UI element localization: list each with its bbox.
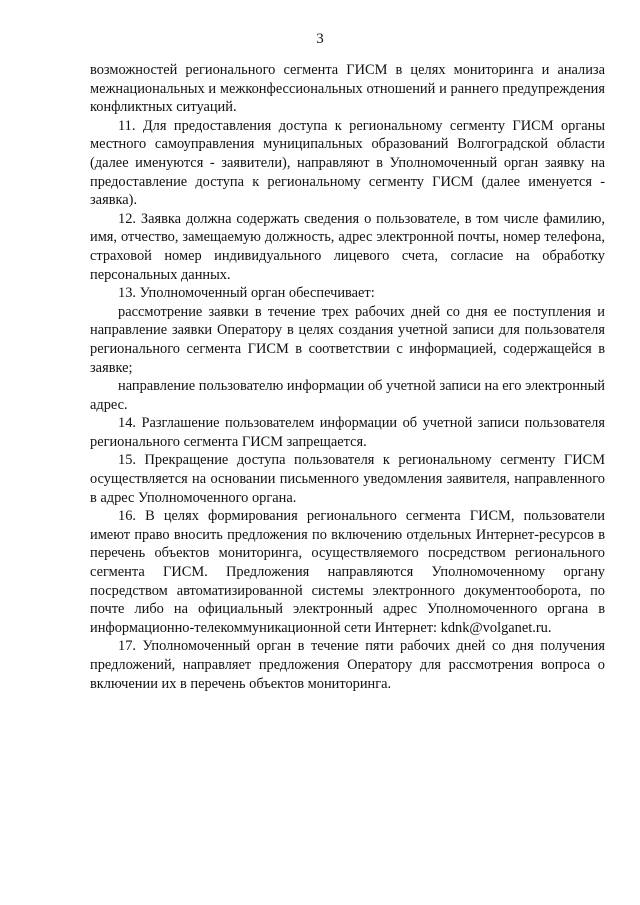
paragraph-13-item-2: направление пользователю информации об учетной записи на его электронный адрес. (90, 378, 605, 413)
paragraph-11: 11. Для предоставления доступа к региональному сегменту ГИСМ органы местного самоуправления муниципальных образований Волгоградской области (далее именуются - заявители), направляют в Уполномоченный орган заявку на предоставление доступа к региональному сегменту ГИСМ (далее именуется - заявка). (90, 117, 605, 209)
paragraph-14: 14. Разглашение пользователем информации об учетной записи пользователя регионального сегмента ГИСМ запрещается. (90, 415, 605, 450)
paragraph-continuation: возможностей регионального сегмента ГИСМ в целях мониторинга и анализа межнациональных и межконфессиональных отношений и раннего предупреждения конфликтных ситуаций. (90, 62, 605, 116)
paragraph-12: 12. Заявка должна содержать сведения о пользователе, в том числе фамилию, имя, отчество, замещаемую должность, адрес электронной почты, номер телефона, страховой номер индивидуального лицевого счета, согласие на обработку персональных данных. (90, 210, 605, 283)
paragraph-15: 15. Прекращение доступа пользователя к региональному сегменту ГИСМ осуществляется на основании письменного уведомления заявителя, направленного в адрес Уполномоченного органа. (90, 452, 605, 506)
paragraph-16: 16. В целях формирования регионального сегмента ГИСМ, пользователи имеют право вносить предложения по включению отдельных Интернет-ресурсов в перечень объектов мониторинга, осуществляемого посредством регионального сегмента ГИСМ. Предложения направляются Уполномоченному органу посредством автоматизированной системы электронного документооборота, по почте либо на официальный электронный адрес Уполномоченного органа в информационно-телекоммуникационной сети Интернет: kdnk@volganet.ru. (90, 508, 605, 636)
document-body (90, 61, 605, 693)
paragraph-13: 13. Уполномоченный орган обеспечивает: (118, 285, 375, 302)
paragraph-17: 17. Уполномоченный орган в течение пяти рабочих дней со дня получения предложений, направляет предложения Оператору для рассмотрения вопроса о включении их в перечень объектов мониторинга. (90, 638, 605, 692)
page-number: 3 (316, 31, 324, 47)
paragraph-13-item-1: рассмотрение заявки в течение трех рабочих дней со дня ее поступления и направление заявки Оператору в целях создания учетной записи для пользователя регионального сегмента ГИСМ в соответствии с информацией, содержащейся в заявке; (90, 303, 605, 376)
